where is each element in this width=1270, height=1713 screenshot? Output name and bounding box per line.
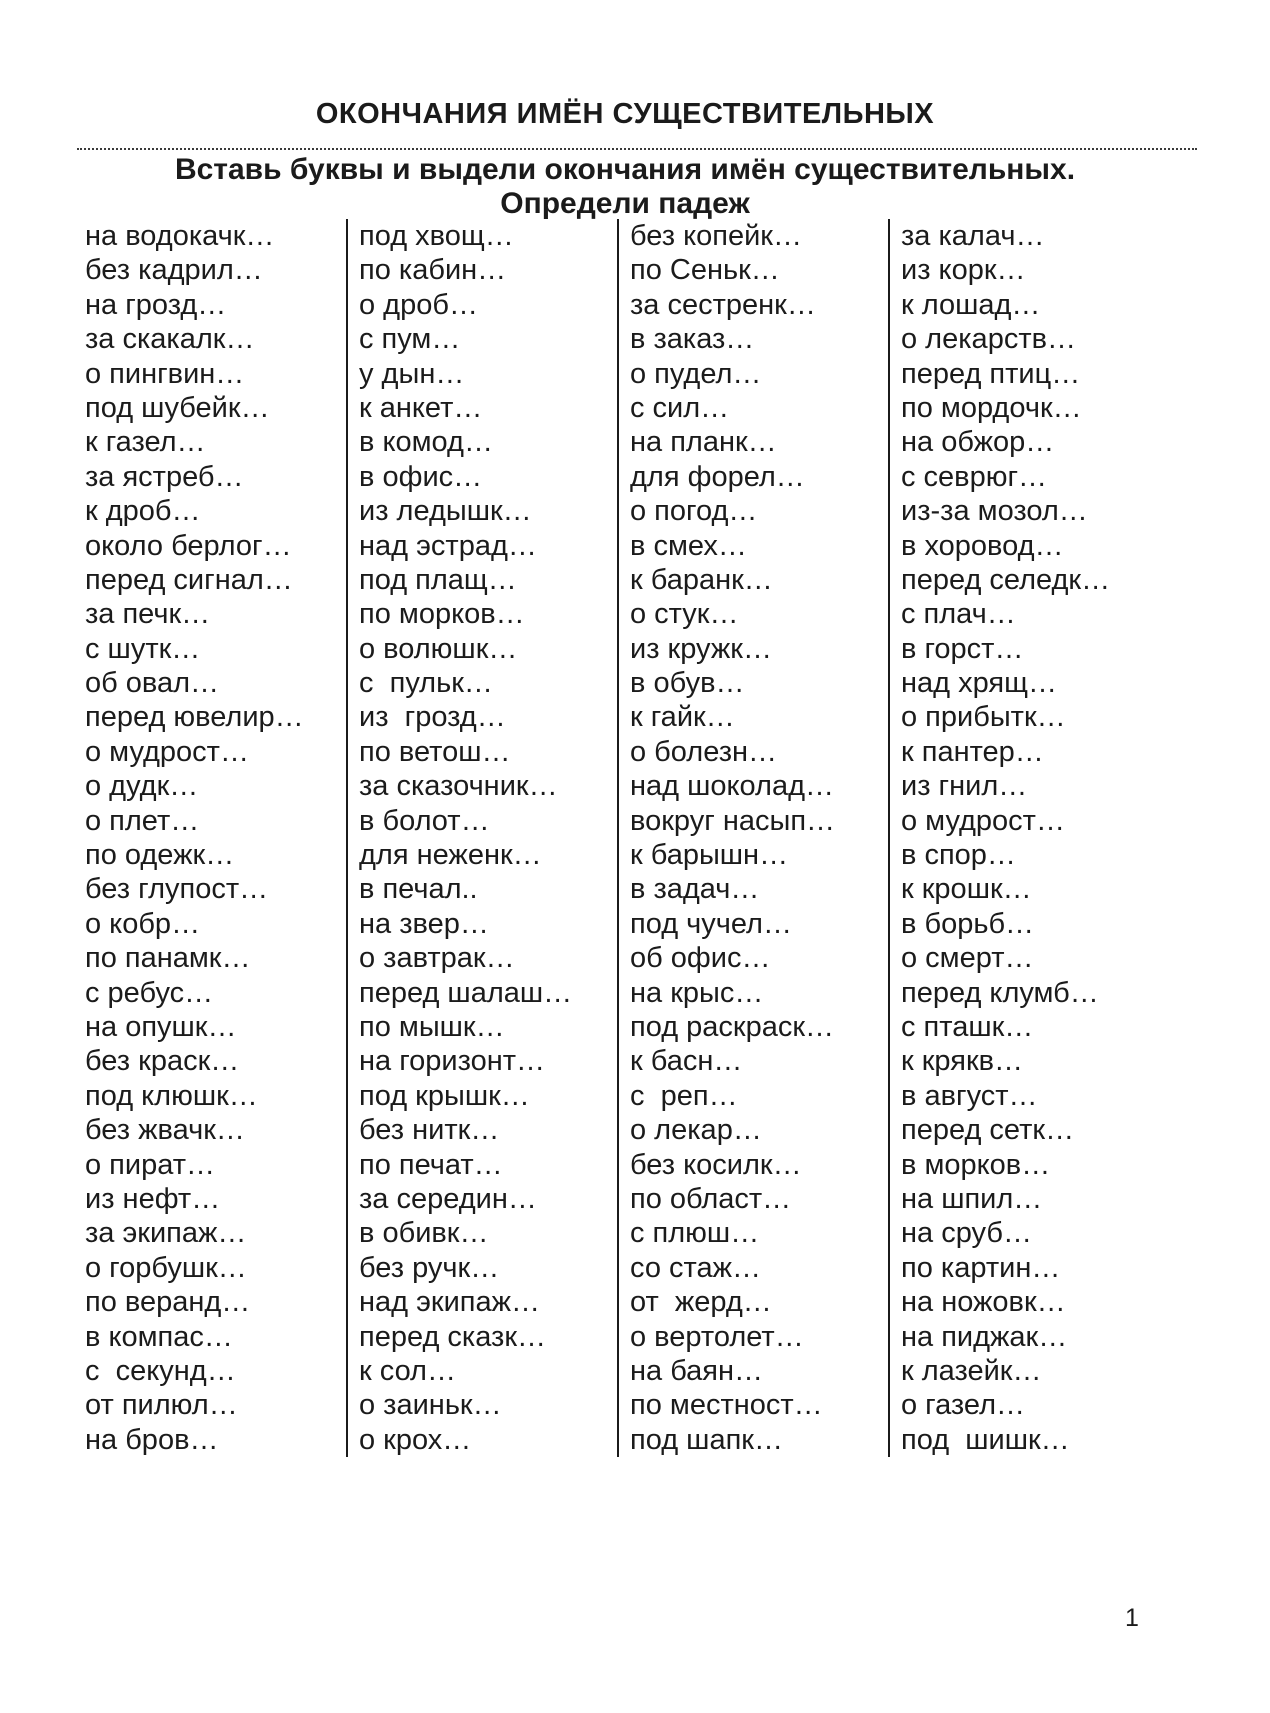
word-item: о погод… — [630, 495, 758, 528]
word-item: о лекар… — [630, 1114, 762, 1147]
word-item: без кадрил… — [85, 254, 263, 287]
word-item: в спор… — [901, 839, 1016, 872]
word-item: с реп… — [630, 1079, 738, 1112]
word-item: по картин… — [901, 1251, 1061, 1284]
word-item: о пират… — [85, 1148, 215, 1181]
word-item: перед сетк… — [901, 1114, 1075, 1147]
word-item: об офис… — [630, 942, 771, 975]
task-instruction — [40, 153, 1210, 221]
word-item: по ветош… — [359, 735, 511, 768]
word-item: по мышк… — [359, 1010, 505, 1043]
word-item: на бров… — [85, 1423, 219, 1456]
task-instruction-line-2: Определи падеж — [500, 187, 750, 220]
word-item: о кобр… — [85, 907, 201, 940]
word-grid — [85, 219, 1159, 1457]
word-item: о газел… — [901, 1389, 1025, 1422]
word-item: на крыс… — [630, 976, 764, 1009]
word-item: под крышк… — [359, 1079, 530, 1112]
word-item: на планк… — [630, 426, 777, 459]
word-item: под раскраск… — [630, 1010, 835, 1043]
word-item: с плач… — [901, 598, 1016, 631]
word-item: под шапк… — [630, 1423, 783, 1456]
word-item: за экипаж… — [85, 1217, 247, 1250]
word-column-2 — [346, 219, 617, 1457]
word-item: к лазейк… — [901, 1354, 1042, 1387]
word-item: из нефт… — [85, 1182, 221, 1215]
word-item: перед клумб… — [901, 976, 1099, 1009]
page-number: 1 — [1125, 1604, 1139, 1632]
word-item: на звер… — [359, 907, 489, 940]
word-item: о стук… — [630, 598, 739, 631]
word-item: в обув… — [630, 667, 745, 700]
word-item: по кабин… — [359, 254, 507, 287]
word-item: на пиджак… — [901, 1320, 1068, 1353]
word-item: без краск… — [85, 1045, 240, 1078]
word-item: под хвощ… — [359, 220, 514, 252]
word-column-1 — [85, 219, 346, 1457]
word-item: перед селедк… — [901, 563, 1111, 596]
word-item: из кружк… — [630, 632, 772, 665]
word-item: над шоколад… — [630, 770, 834, 803]
word-item: о дудк… — [85, 770, 199, 803]
word-item: по местност… — [630, 1389, 823, 1422]
word-item: к газел… — [85, 426, 206, 459]
word-item: за ястреб… — [85, 460, 244, 493]
word-item: в компас… — [85, 1320, 233, 1353]
word-item: по панамк… — [85, 942, 251, 975]
word-item: в морков… — [901, 1148, 1051, 1181]
word-item: к лошад… — [901, 288, 1041, 321]
word-item: об овал… — [85, 667, 220, 700]
word-item: по веранд… — [85, 1286, 251, 1319]
word-item: на опушк… — [85, 1010, 237, 1043]
word-item: о лекарств… — [901, 323, 1077, 356]
word-item: из грозд… — [359, 701, 506, 734]
word-item: с пум… — [359, 323, 461, 356]
word-item: с шутк… — [85, 632, 201, 665]
word-item: в смех… — [630, 529, 747, 562]
word-item: за сестренк… — [630, 288, 816, 321]
word-item: о горбушк… — [85, 1251, 247, 1284]
word-item: в хоровод… — [901, 529, 1064, 562]
word-item: о смерт… — [901, 942, 1034, 975]
page-title: ОКОНЧАНИЯ ИМЁН СУЩЕСТВИТЕЛЬНЫХ — [315, 98, 935, 130]
word-item: вокруг насып… — [630, 804, 836, 837]
word-item: о крох… — [359, 1423, 472, 1456]
word-item: без косилк… — [630, 1148, 802, 1181]
word-item: о завтрак… — [359, 942, 515, 975]
word-item: по печат… — [359, 1148, 503, 1181]
word-item: к крякв… — [901, 1045, 1024, 1078]
word-item: по мордочк… — [901, 391, 1082, 424]
word-item: за печк… — [85, 598, 211, 631]
word-item: на горизонт… — [359, 1045, 545, 1078]
word-item: к баранк… — [630, 563, 773, 596]
word-item: с пульк… — [359, 667, 493, 700]
word-item: к пантер… — [901, 735, 1044, 768]
word-item: о пингвин… — [85, 357, 245, 390]
word-item: от жерд… — [630, 1286, 772, 1319]
word-item: перед шалаш… — [359, 976, 573, 1009]
word-item: о плет… — [85, 804, 200, 837]
word-item: от пилюл… — [85, 1389, 238, 1422]
word-item: о мудрост… — [85, 735, 249, 768]
word-item: в август… — [901, 1079, 1038, 1112]
word-item: о прибытк… — [901, 701, 1066, 734]
word-item: к анкет… — [359, 391, 483, 424]
word-item: со стаж… — [630, 1251, 761, 1284]
word-item: по област… — [630, 1182, 792, 1215]
word-item: под плащ… — [359, 563, 517, 596]
word-item: на водокачк… — [85, 220, 275, 252]
word-item: перед сигнал… — [85, 563, 293, 596]
word-item: над экипаж… — [359, 1286, 541, 1319]
word-item: под шубейк… — [85, 391, 270, 424]
word-item: к барышн… — [630, 839, 789, 872]
word-item: на грозд… — [85, 288, 227, 321]
word-item: о волюшк… — [359, 632, 518, 665]
word-item: в борьб… — [901, 907, 1035, 940]
word-item: к басн… — [630, 1045, 743, 1078]
word-item: для форел… — [630, 460, 805, 493]
word-item: по Сеньк… — [630, 254, 780, 287]
word-item: к дроб… — [85, 495, 201, 528]
word-item: перед птиц… — [901, 357, 1081, 390]
word-item: под чучел… — [630, 907, 792, 940]
word-item: из гнил… — [901, 770, 1028, 803]
word-item: по морков… — [359, 598, 525, 631]
word-item: в заказ… — [630, 323, 755, 356]
word-item: под клюшк… — [85, 1079, 258, 1112]
word-item: в печал.. — [359, 873, 478, 906]
word-item: над эстрад… — [359, 529, 537, 562]
word-item: перед ювелир… — [85, 701, 304, 734]
word-item: о дроб… — [359, 288, 478, 321]
word-item: в задач… — [630, 873, 760, 906]
word-item: за скакалк… — [85, 323, 255, 356]
word-item: о мудрост… — [901, 804, 1065, 837]
word-item: для неженк… — [359, 839, 542, 872]
word-item: на ножовк… — [901, 1286, 1066, 1319]
word-item: к гайк… — [630, 701, 735, 734]
task-instruction-line-1: Вставь буквы и выдели окончания имён существительных. — [174, 153, 1076, 186]
word-item: о вертолет… — [630, 1320, 804, 1353]
word-item: с пташк… — [901, 1010, 1034, 1043]
word-item: из корк… — [901, 254, 1026, 287]
word-item: в офис… — [359, 460, 483, 493]
word-item: в горст… — [901, 632, 1024, 665]
word-item: без нитк… — [359, 1114, 500, 1147]
word-item: без глупост… — [85, 873, 269, 906]
word-item: на баян… — [630, 1354, 763, 1387]
word-item: с севрюг… — [901, 460, 1048, 493]
word-item: около берлог… — [85, 529, 292, 562]
dotted-divider — [77, 148, 1197, 150]
word-item: о болезн… — [630, 735, 778, 768]
word-item: в болот… — [359, 804, 490, 837]
word-item: по одежк… — [85, 839, 235, 872]
word-item: к сол… — [359, 1354, 456, 1387]
word-item: без жвачк… — [85, 1114, 245, 1147]
word-item: за середин… — [359, 1182, 537, 1215]
word-item: над хрящ… — [901, 667, 1057, 700]
word-item: в комод… — [359, 426, 493, 459]
word-item: под шишк… — [901, 1423, 1070, 1456]
word-item: из ледышк… — [359, 495, 532, 528]
word-item: с плюш… — [630, 1217, 760, 1250]
word-item: у дын… — [359, 357, 465, 390]
word-item: без ручк… — [359, 1251, 500, 1284]
word-item: без копейк… — [630, 220, 802, 252]
word-item: из-за мозол… — [901, 495, 1088, 528]
word-item: на шпил… — [901, 1182, 1043, 1215]
word-item: в обивк… — [359, 1217, 489, 1250]
word-item: с ребус… — [85, 976, 214, 1009]
word-item: на обжор… — [901, 426, 1055, 459]
word-item: за калач… — [901, 220, 1045, 252]
word-column-4 — [888, 219, 1159, 1457]
word-item: с сил… — [630, 391, 730, 424]
word-item: на сруб… — [901, 1217, 1032, 1250]
word-item: с секунд… — [85, 1354, 236, 1387]
word-column-3 — [617, 219, 888, 1457]
word-item: о заиньк… — [359, 1389, 502, 1422]
word-item: к крошк… — [901, 873, 1032, 906]
word-item: о пудел… — [630, 357, 762, 390]
word-item: перед сказк… — [359, 1320, 547, 1353]
word-item: за сказочник… — [359, 770, 558, 803]
